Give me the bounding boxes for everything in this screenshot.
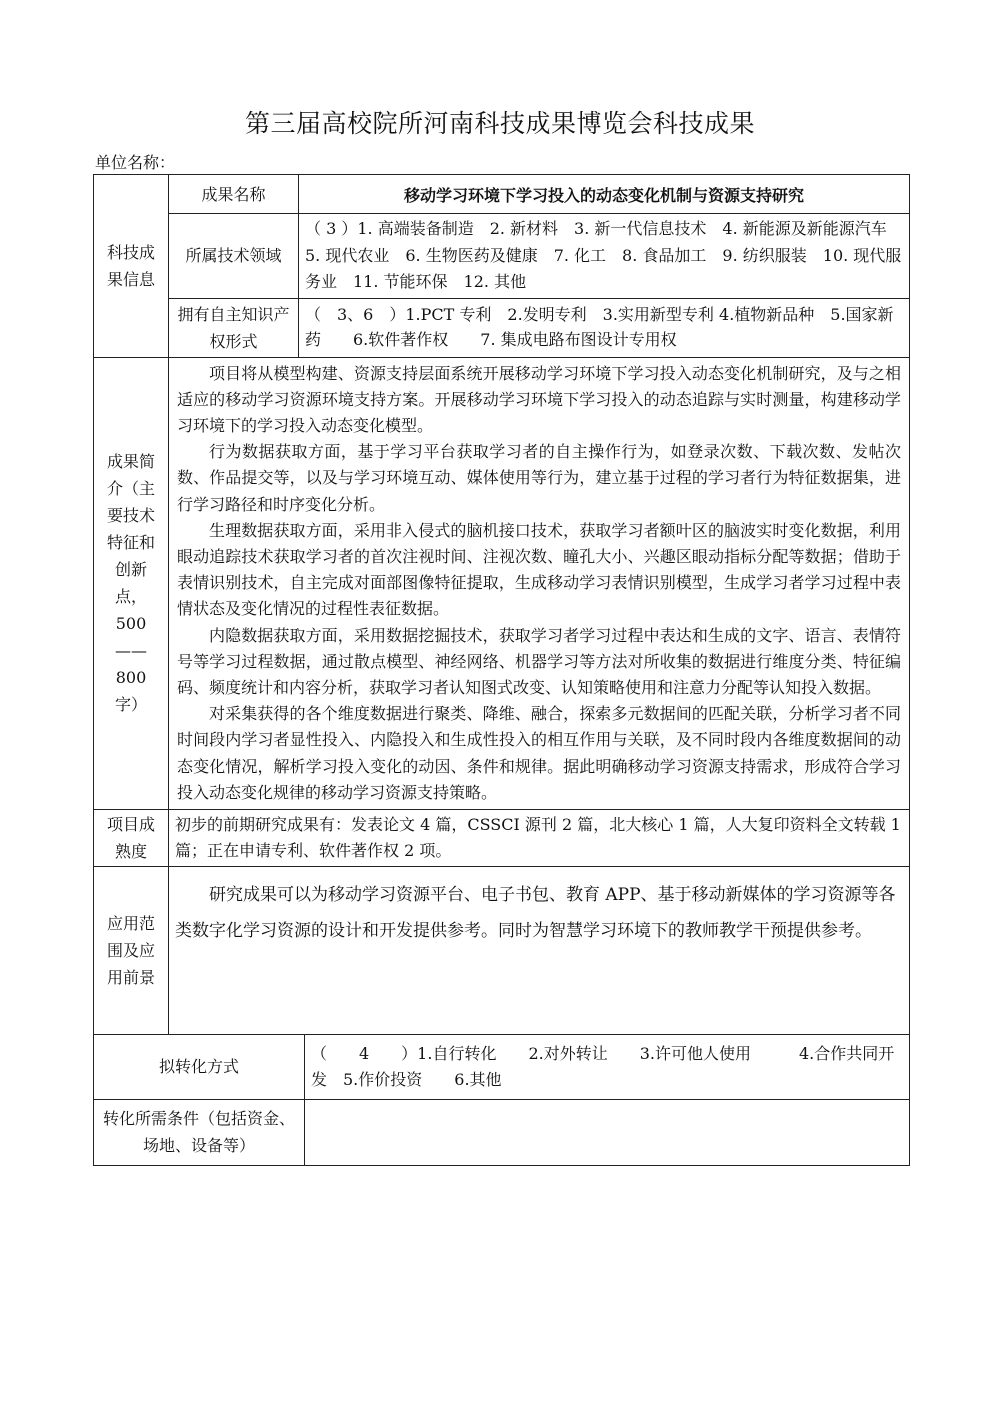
application-value: 研究成果可以为移动学习资源平台、电子书包、教育 APP、基于移动新媒体的学习资源等各类数字化学习资源的设计和开发提供参考。同时为智慧学习环境下的教师教学干预提供参考。 (175, 884, 896, 941)
summary-paragraph: 行为数据获取方面，基于学习平台获取学习者的自主操作行为，如登录次数、下载次数、发帖次数、作品提交等，以及与学习环境互动、媒体使用等行为，建立基于过程的学习者行为特征数据集，进行学习路径和时序变化分析。 (177, 442, 902, 514)
summary-paragraph: 生理数据获取方面，采用非入侵式的脑机接口技术，获取学习者额叶区的脑波实时变化数据，利用眼动追踪技术获取学习者的首次注视时间、注视次数、瞳孔大小、兴趣区眼动指标分配等数据；借助于表情识别技术，自主完成对面部图像特征提取，生成移动学习表情识别模型，生成学习者学习过程中表情状态及变化情况的过程性表征数据。 (177, 520, 902, 619)
page-title: 第三届高校院所河南科技成果博览会科技成果 (244, 109, 755, 138)
ip-form-label: 拥有自主知识产权形式 (169, 298, 299, 357)
maturity-value: 初步的前期研究成果有：发表论文 4 篇，CSSCI 源刊 2 篇，北大核心 1 篇，人大复印资料全文转载 1 篇；正在申请专利、软件著作权 2 项。 (169, 809, 910, 866)
tech-field-label: 所属技术领域 (169, 214, 299, 299)
maturity-label: 项目成熟度 (94, 809, 169, 866)
conversion-value: （ 4 ）1.自行转化 2.对外转让 3.许可他人使用 4.合作共同开发 5.作价投资 6.其他 (305, 1034, 910, 1099)
summary-paragraph: 对采集获得的各个维度数据进行聚类、降维、融合，探索多元数据间的匹配关联，分析学习者不同时间段内学习者显性投入、内隐投入和生成性投入的相互作用与关联，及不同时段内各维度数据间的动态变化情况，解析学习投入变化的动因、条件和规律。据此明确移动学习资源支持需求，形成符合学习投入动态变化规律的移动学习资源支持策略。 (177, 704, 902, 802)
info-section-label: 科技成果信息 (94, 175, 169, 358)
summary-paragraph: 项目将从模型构建、资源支持层面系统开展移动学习环境下学习投入动态变化机制研究，及与之相适应的移动学习资源环境支持方案。开展移动学习环境下学习投入的动态追踪与实时测量，构建移动学习环境下的学习投入动态变化模型。 (177, 363, 902, 435)
achievement-name-label: 成果名称 (169, 175, 299, 214)
conditions-label: 转化所需条件（包括资金、场地、设备等） (94, 1099, 305, 1165)
tech-field-value: （ 3 ）1. 高端装备制造 2. 新材料 3. 新一代信息技术 4. 新能源及新能源汽车 5. 现代农业 6. 生物医药及健康 7. 化工 8. 食品加工 9. 纺织服装 10. 现代服务业 11. 节能环保 12. 其他 (299, 214, 910, 299)
conditions-value (305, 1099, 910, 1165)
summary-content (169, 357, 910, 809)
achievement-form-table (93, 174, 910, 1166)
ip-form-value: （ 3、6 ）1.PCT 专利 2.发明专利 3.实用新型专利 4.植物新品种 5.国家新药 6.软件著作权 7. 集成电路布图设计专用权 (299, 298, 910, 357)
summary-label: 成果简介（主要技术特征和创新点，500——800字） (94, 357, 169, 809)
unit-name-label: 单位名称： (95, 153, 176, 172)
application-content (169, 866, 910, 1034)
conversion-label: 拟转化方式 (94, 1034, 305, 1099)
achievement-name-value: 移动学习环境下学习投入的动态变化机制与资源支持研究 (299, 175, 910, 214)
application-label: 应用范围及应用前景 (94, 866, 169, 1034)
summary-paragraph: 内隐数据获取方面，采用数据挖掘技术，获取学习者学习过程中表达和生成的文字、语言、表情符号等学习过程数据，通过散点模型、神经网络、机器学习等方法对所收集的数据进行维度分类、特征编码、频度统计和内容分析，获取学习者认知图式改变、认知策略使用和注意力分配等认知投入数据。 (177, 625, 902, 697)
